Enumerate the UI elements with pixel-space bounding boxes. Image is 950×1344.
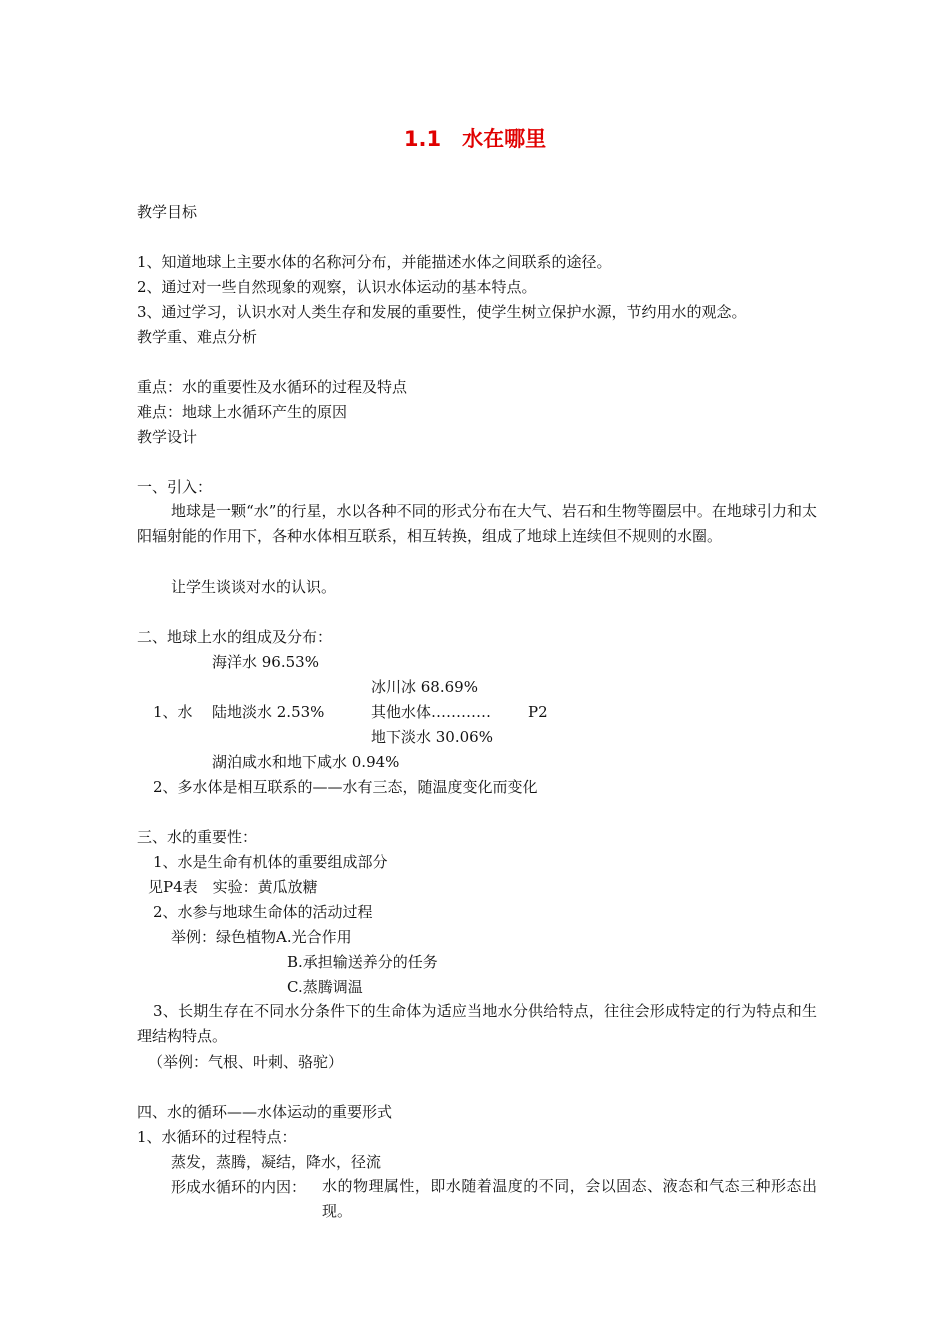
key-point: 重点：水的重要性及水循环的过程及特点	[137, 378, 408, 396]
section-2-item-2: 2、多水体是相互联系的——水有三态，随温度变化而变化	[153, 778, 538, 796]
objectives-heading: 教学目标	[137, 203, 198, 221]
objective-3: 3、通过学习，认识水对人类生存和发展的重要性，使学生树立保护水源，节约用水的观念。	[137, 303, 747, 321]
section-3-item-1: 1、水是生命有机体的重要组成部分	[153, 853, 388, 871]
analysis-heading: 教学重、难点分析	[137, 328, 258, 346]
ocean-water: 海洋水 96.53%	[212, 653, 319, 671]
other-water: 其他水体…………	[371, 703, 492, 721]
groundwater: 地下淡水 30.06%	[371, 728, 493, 746]
section-3-example-c: C.蒸腾调温	[287, 978, 363, 996]
page-reference: P2	[528, 703, 548, 721]
water-label: 1、水	[153, 703, 193, 721]
glacier-ice: 冰川冰 68.69%	[371, 678, 478, 696]
document-title: 1.1 水在哪里	[403, 127, 547, 151]
saltwater: 湖泊咸水和地下咸水 0.94%	[212, 753, 400, 771]
section-3-heading: 三、水的重要性：	[137, 828, 258, 846]
section-2-heading: 二、地球上水的组成及分布：	[137, 628, 333, 646]
objective-1: 1、知道地球上主要水体的名称河分布，并能描述水体之间联系的途径。	[137, 253, 612, 271]
section-1-paragraph: 地球是一颗“水”的行星，水以各种不同的形式分布在大气、岩石和生物等圈层中。在地球引力和太阳辐射能的作用下，各种水体相互联系，相互转换，组成了地球上连续但不规则的水圈。	[137, 502, 817, 545]
section-3-see: 见P4表 实验：黄瓜放糖	[148, 878, 318, 896]
section-4-cause-text: 水的物理属性，即水随着温度的不同，会以固态、液态和气态三种形态出现。	[322, 1177, 817, 1220]
section-3-example-b: B.承担输送养分的任务	[287, 953, 438, 971]
section-3-item-2: 2、水参与地球生命体的活动过程	[153, 903, 373, 921]
section-4-heading: 四、水的循环——水体运动的重要形式	[137, 1103, 393, 1121]
section-4-cause-label: 形成水循环的内因：	[171, 1178, 307, 1196]
section-3-example-2: （举例：气根、叶刺、骆驼）	[148, 1053, 344, 1071]
section-1-prompt: 让学生谈谈对水的认识。	[171, 578, 337, 596]
land-freshwater: 陆地淡水 2.53%	[212, 703, 325, 721]
difficult-point: 难点：地球上水循环产生的原因	[137, 403, 348, 421]
objective-2: 2、通过对一些自然现象的观察，认识水体运动的基本特点。	[137, 278, 537, 296]
section-3-item-3: 3、长期生存在不同水分条件下的生命体为适应当地水分供给特点，往往会形成特定的行为特点和生理结构特点。	[137, 1002, 817, 1045]
section-1-heading: 一、引入：	[137, 478, 213, 496]
section-3-example: 举例：绿色植物A.光合作用	[171, 928, 352, 946]
design-heading: 教学设计	[137, 428, 198, 446]
section-4-item-1: 1、水循环的过程特点：	[137, 1128, 297, 1146]
section-4-process: 蒸发，蒸腾，凝结，降水，径流	[171, 1153, 382, 1171]
